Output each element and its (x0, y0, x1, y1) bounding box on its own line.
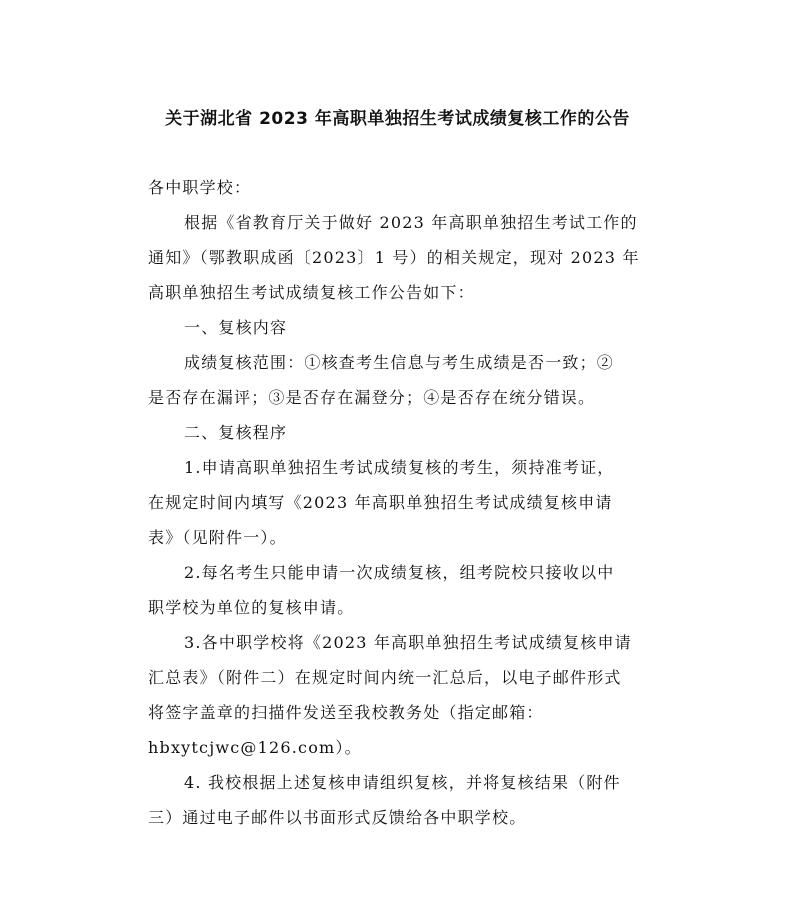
paragraph-line: 汇总表》（附件二）在规定时间内统一汇总后，以电子邮件形式 (148, 668, 622, 687)
paragraph-line: 成绩复核范围：①核查考生信息与考生成绩是否一致；② (184, 353, 615, 372)
document-title: 关于湖北省 2023 年高职单独招生考试成绩复核工作的公告 (165, 109, 630, 129)
paragraph-line: 将签字盖章的扫描件发送至我校教务处（指定邮箱： (148, 703, 544, 722)
paragraph-line: 三）通过电子邮件以书面形式反馈给各中职学校。 (148, 808, 527, 827)
paragraph-line: 通知》（鄂教职成函〔2023〕1 号）的相关规定，现对 2023 年 (148, 248, 640, 267)
paragraph-line: 根据《省教育厅关于做好 2023 年高职单独招生考试工作的 (184, 213, 638, 232)
section-heading: 二、复核程序 (184, 423, 288, 442)
paragraph-line: 3.各中职学校将《2023 年高职单独招生考试成绩复核申请 (184, 633, 632, 652)
paragraph-line: 1.申请高职单独招生考试成绩复核的考生，须持准考证， (184, 458, 615, 477)
paragraph-line: 表》（见附件一）。 (148, 528, 287, 547)
paragraph-line: 职学校为单位的复核申请。 (148, 598, 355, 617)
salutation: 各中职学校： (148, 178, 252, 197)
paragraph-line: 2.每名考生只能申请一次成绩复核，组考院校只接收以中 (184, 563, 615, 582)
paragraph-line: 是否存在漏评；③是否存在漏登分；④是否存在统分错误。 (148, 388, 596, 407)
email-line: hbxytcjwc@126.com）。 (148, 738, 362, 757)
paragraph-line: 在规定时间内填写《2023 年高职单独招生考试成绩复核申请 (148, 493, 613, 512)
paragraph-line: 高职单独招生考试成绩复核工作公告如下： (148, 283, 475, 302)
paragraph-line: 4. 我校根据上述复核申请组织复核，并将复核结果（附件 (184, 773, 621, 792)
section-heading: 一、复核内容 (184, 318, 288, 337)
